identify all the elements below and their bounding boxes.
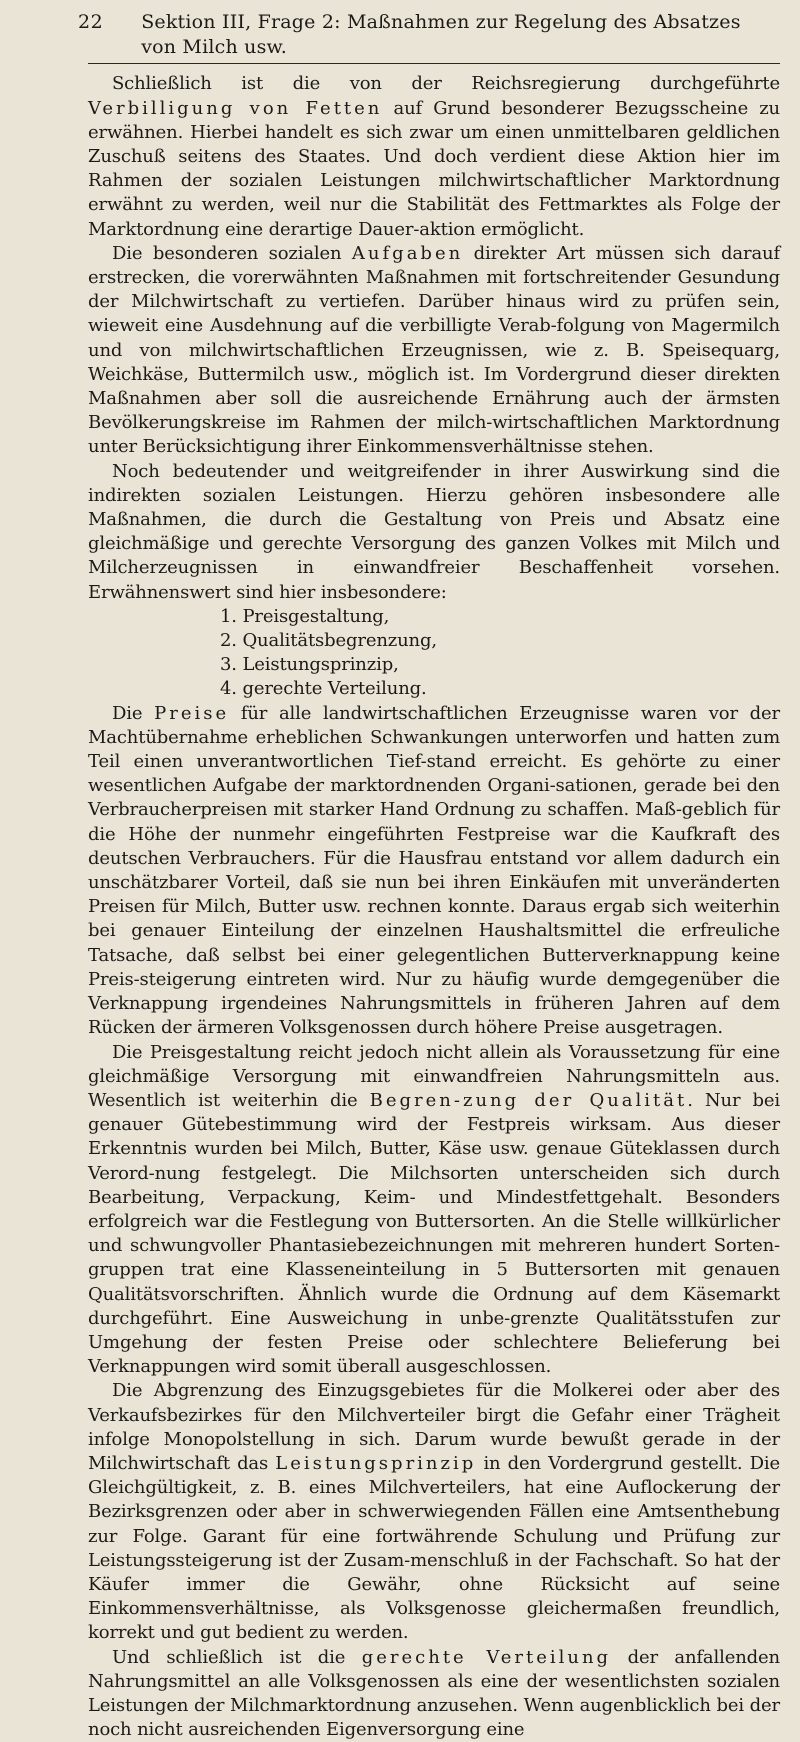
body-text [88, 72, 780, 1742]
measures-list [220, 605, 780, 702]
list-item: 1. Preisgestaltung, [220, 605, 390, 627]
running-title: Sektion III, Frage 2: Maßnahmen zur Regelung des Absatzes von Milch usw. [141, 11, 741, 58]
list-item: 4. gerechte Verteilung. [220, 678, 427, 700]
emphasis-text: Verbilligung von Fetten [88, 97, 383, 119]
paragraph-text: der anfallenden Nahrungsmittel an alle Volksgenossen als eine der wesentlichsten sozialen Leistungen der Milchmarktordnung anzusehen. Wenn augenblicklich bei der noch nicht ausreichenden Eigenversorgung eine [88, 1646, 780, 1741]
paragraph-quality-limits [88, 1041, 780, 1380]
paragraph-text: für alle landwirtschaftlichen Erzeugnisse waren vor der Machtübernahme erheblichen Schwankungen unterworfen und hatten zum Teil einen unverantwortlichen Tief-stand erreicht. Es gehörte zu einer wesentlichen Aufgabe der marktordnenden Organi-sationen, gerade bei den Verbraucherpreisen mit starker Hand Ordnung zu schaffen. Maß-geblich für die Höhe der nunmehr eingeführten Festpreise war die Kaufkraft des deutschen Verbrauchers. Für die Hausfrau entstand vor allem dadurch ein unschätzbarer Vorteil, daß sie nun bei ihren Einkäufen mit unveränderten Preisen für Milch, Butter usw. rechnen konnte. Daraus ergab sich weiterhin bei genauer Einteilung der einzelnen Haushaltsmittel die erfreuliche Tatsache, daß selbst bei einer gelegentlichen Butterverknappung keine Preis-steigerung eintreten wird. Nur zu häufig wurde demgegenüber die Verknappung irgendeines Nahrungsmittels in früheren Jahren auf dem Rücken der ärmeren Volksgenossen durch höhere Preise ausgetragen. [88, 702, 780, 1039]
paragraph-text: Schließlich ist die von der Reichsregierung durchgeführte [112, 73, 780, 95]
paragraph-indirect-services [88, 460, 780, 605]
paragraph-text: in den Vordergrund gestellt. Die Gleichgültigkeit, z. B. eines Milchverteilers, hat eine Auflockerung der Bezirksgrenzen oder aber in schwerwiegenden Fällen eine Amtsenthebung zur Folge. Garant für eine fortwährende Schulung und Prüfung zur Leistungssteigerung ist der Zusam-menschluß in der Fachschaft. So hat der Käufer immer die Gewähr, ohne Rücksicht auf seine Einkommensverhältnisse, als Volksgenosse gleichermaßen freundlich, korrekt und gut bedient zu werden. [88, 1452, 780, 1644]
emphasis-text: Begren-zung der Qualität [369, 1089, 688, 1111]
emphasis-text: Aufgaben [351, 242, 464, 264]
emphasis-text: Leistungsprinzip [275, 1452, 477, 1474]
paragraph-text: Die besonderen sozialen [112, 242, 352, 264]
paragraph-text: Die [112, 702, 155, 724]
paragraph-fair-distribution [88, 1646, 780, 1742]
paragraph-text: Die Preisgestaltung reicht jedoch nicht allein als Voraussetzung für eine gleichmäßige Versorgung mit einwandfreien Nahrungsmitteln aus. Wesentlich ist weiterhin die [88, 1041, 780, 1111]
paragraph-text: Noch bedeutender und weitgreifender in ihrer Auswirkung sind die indirekten sozialen Leistungen. Hierzu gehören insbesondere alle Maßnahmen, die durch die Gestaltung von Preis und Absatz eine gleichmäßige und gerechte Versorgung des ganzen Volkes mit Milch und Milcherzeugnissen in einwandfreier Beschaffenheit vorsehen. Erwähnenswert sind hier insbesondere: [88, 460, 780, 603]
paragraph-prices [88, 702, 780, 1041]
paragraph-fat-subsidy [88, 72, 780, 241]
paragraph-text: direkter Art müssen sich darauf erstrecken, die vorerwähnten Maßnahmen mit fortschreitender Gesundung der Milchwirtschaft zu vertiefen. Darüber hinaus wird zu prüfen sein, wieweit eine Ausdehnung auf die verbilligte Verab-folgung von Magermilch und von milchwirtschaftlichen Erzeugnissen, wie z. B. Speisequarg, Weichkäse, Buttermilch usw., möglich ist. Im Vordergrund dieser direkten Maßnahmen aber soll die ausreichende Ernährung auch der ärmsten Bevölkerungskreise im Rahmen der milch-wirtschaftlichen Marktordnung unter Berücksichtigung ihrer Einkommensverhältnisse stehen. [88, 242, 780, 458]
paragraph-text: Die Abgrenzung des Einzugsgebietes für die Molkerei oder aber des Verkaufsbezirkes für den Milchverteiler birgt die Gefahr einer Trägheit infolge Monopolstellung in sich. Darum wurde bewußt gerade in der Milchwirtschaft das [88, 1380, 780, 1474]
emphasis-text: Preise [154, 702, 230, 724]
list-item: 3. Leistungsprinzip, [220, 654, 399, 676]
page-header [78, 10, 780, 64]
paragraph-social-tasks [88, 242, 780, 460]
emphasis-text: gerechte Verteilung [361, 1646, 612, 1668]
list-item: 2. Qualitätsbegrenzung, [220, 630, 437, 652]
paragraph-text: auf Grund besonderer Bezugsscheine zu erwähnen. Hierbei handelt es sich zwar um einen unmittelbaren geldlichen Zuschuß seitens des Staates. Und doch verdient diese Aktion hier im Rahmen der sozialen Leistungen milchwirtschaftlicher Marktordnung erwähnt zu werden, weil nur die Stabilität des Fettmarktes als Folge der Marktordnung eine derartige Dauer-aktion ermöglicht. [88, 97, 780, 240]
paragraph-text: Und schließlich ist die [112, 1646, 362, 1668]
page-number: 22 [78, 11, 104, 33]
paragraph-performance-principle [88, 1379, 780, 1645]
paragraph-text: . Nur bei genauer Gütebestimmung wird der Festpreis wirksam. Aus dieser Erkenntnis wurden bei Milch, Butter, Käse usw. genaue Güteklassen durch Verord-nung festgelegt. Die Milchsorten unterscheiden sich durch Bearbeitung, Verpackung, Keim- und Mindestfettgehalt. Besonders erfolgreich war die Festlegung von Buttersorten. An die Stelle willkürlicher und schwungvoller Phantasiebezeichnungen mit mehreren hundert Sorten-gruppen trat eine Klasseneinteilung in 5 Buttersorten mit genauen Qualitätsvorschriften. Ähnlich wurde die Ordnung auf dem Käsemarkt durchgeführt. Eine Ausweichung in unbe-grenzte Qualitätsstufen zur Umgehung der festen Preise oder schlechtere Belieferung bei Verknappungen wird somit überall ausgeschlossen. [88, 1089, 780, 1378]
